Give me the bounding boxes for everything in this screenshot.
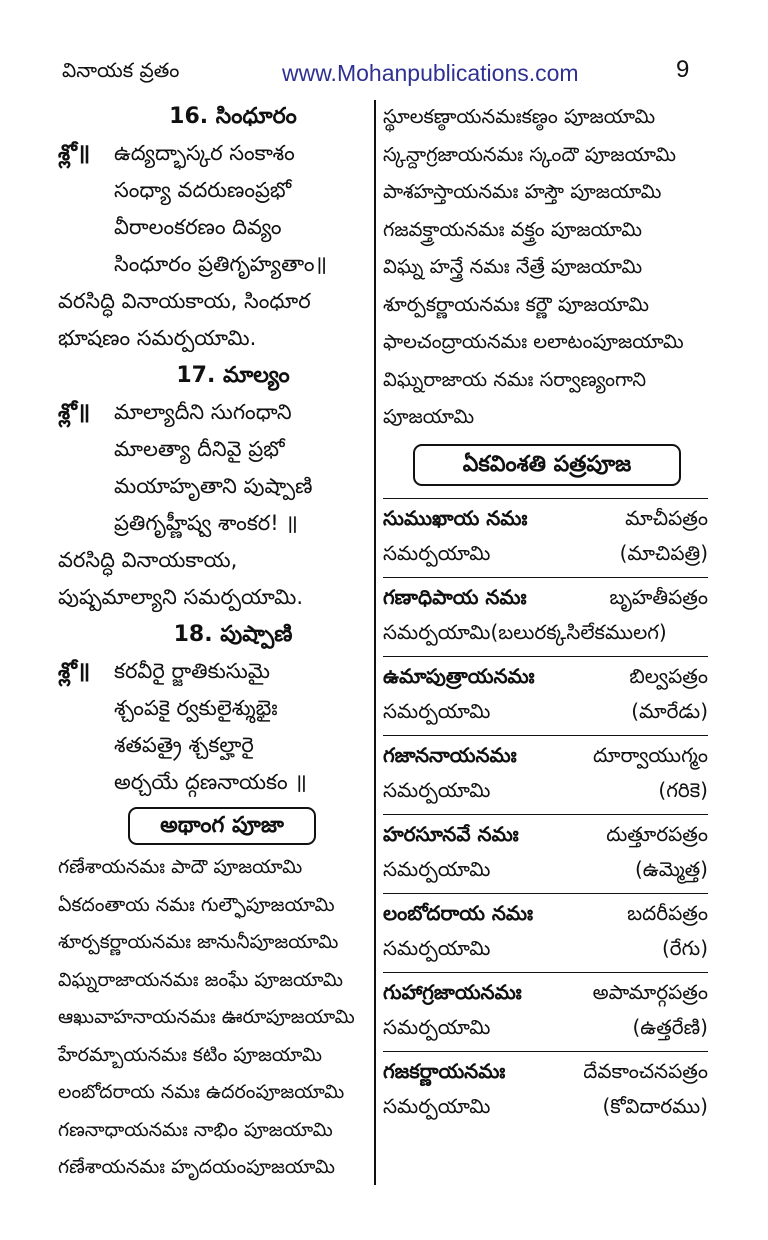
leaf-offer: సమర్పయామి <box>383 1014 491 1039</box>
anga-line: హేరమ్బాయనమః కటిం పూజయామి <box>58 1043 322 1066</box>
anga-line: శూర్పకర్ణాయనమః జానునీపూజయామి <box>58 931 339 953</box>
anga-line: లంబోదరాయ నమః ఉదరంపూజయామి <box>58 1081 345 1103</box>
leaf-entry <box>383 814 708 887</box>
prose-line: భూషణం సమర్పయామి. <box>58 326 257 350</box>
leaf-common-name: (రేగు) <box>661 935 708 960</box>
anga-line: స్థూలకణ్ఠాయనమఃకణ్ఠం పూజయామి <box>383 105 656 128</box>
section-16-title: 16. సింధూరం <box>169 104 297 129</box>
leaf-offer: సమర్పయామి <box>383 1093 491 1118</box>
leaf-mantra: గుహాగ్రజాయనమః <box>383 979 522 1004</box>
leaf-offer: సమర్పయామి <box>383 777 491 802</box>
leaf-offer: సమర్పయామి <box>383 698 491 723</box>
leaf-entry <box>383 656 708 729</box>
leaf-common-name: (గరికె) <box>658 777 708 802</box>
leaf-mantra: గజాననాయనమః <box>383 742 517 767</box>
patra-puja-heading: ఏకవింశతి పత్రపూజ <box>413 444 681 486</box>
sloka-mark: శ్లో॥ <box>58 141 91 166</box>
sloka-line: మాలత్యా దీనివై ప్రభో <box>114 437 285 461</box>
sloka-line: అర్చయే ద్గణనాయకం ॥ <box>114 770 307 794</box>
leaf-patra: మాచీపత్రం <box>625 505 708 530</box>
sloka-line: ఉద్యద్భాస్కర సంకాశం <box>114 141 295 165</box>
leaf-entry <box>383 1051 708 1124</box>
sloka-line: సంధ్యా వదరుణంప్రభో <box>114 178 292 202</box>
sloka-line: శతపత్రై శ్చకల్హారై <box>114 733 254 757</box>
sloka-mark: శ్లో॥ <box>58 400 91 425</box>
page-number: 9 <box>676 56 690 83</box>
section-17-title: 17. మాల్యం <box>176 363 290 388</box>
leaf-entry <box>383 972 708 1045</box>
anga-line: విఘ్నరాజాయ నమః సర్వాణ్యంగాని <box>383 367 647 391</box>
anga-line: గణనాధాయనమః నాభిం పూజయామి <box>58 1118 333 1141</box>
prose-line: వరసిద్ధి వినాయకాయ, సింధూర <box>58 289 311 313</box>
leaf-patra: దుత్తూరపత్రం <box>606 821 708 846</box>
anga-line: గణేశాయనమః పాదౌ పూజయామి <box>58 856 303 878</box>
sloka-line: సింధూరం ప్రతిగృహ్యతాం॥ <box>114 252 328 276</box>
sloka-line: మాల్యాదీని సుగంధాని <box>114 400 292 424</box>
leaf-common-name: (మాచిపత్రి) <box>619 540 708 565</box>
prose-line: పుష్పమాల్యాని సమర్పయామి. <box>58 585 304 609</box>
right-column <box>383 98 708 1130</box>
leaf-offer: సమర్పయామి <box>383 856 491 881</box>
section-16-sloka <box>58 135 368 283</box>
sloka-mark: శ్లో॥ <box>58 659 91 684</box>
section-16-offering <box>58 283 368 357</box>
sloka-line: కరవీరై ర్జాతికుసుమై <box>114 659 271 683</box>
anga-line: పూజయామి <box>383 405 475 428</box>
sloka-line: మయాహృతాని పుష్పాణి <box>114 474 313 498</box>
anga-line: విఘ్న హన్త్రే నమః నేత్రే పూజయామి <box>383 255 643 278</box>
patra-list <box>383 498 708 1124</box>
sloka-line: శ్చంపకై ర్వకులైశ్శుభైః <box>114 696 278 720</box>
leaf-offer: సమర్పయామి <box>383 540 491 565</box>
section-18-sloka <box>58 653 368 801</box>
leaf-patra: దూర్వాయుగ్మం <box>593 742 708 767</box>
sloka-line: ప్రతిగృహ్ణీష్వ శాంకర! ॥ <box>114 511 298 535</box>
anga-line: శూర్పకర్ణాయనమః కర్ణౌ పూజయామి <box>383 292 650 316</box>
anga-puja-heading: అథాంగ పూజా <box>128 807 316 845</box>
leaf-common-name: (మారేడు) <box>631 698 708 723</box>
anga-puja-list <box>58 849 368 1187</box>
leaf-patra: బృహతీపత్రం <box>609 584 708 609</box>
leaf-entry <box>383 893 708 966</box>
leaf-mantra: సుముఖాయ నమః <box>383 505 528 530</box>
leaf-entry <box>383 577 708 650</box>
anga-line: స్కన్దాగ్రజాయనమః స్కందౌ పూజయామి <box>383 142 676 166</box>
leaf-patra: దేవకాంచనపత్రం <box>583 1058 708 1083</box>
leaf-mantra: ఉమాపుత్రాయనమః <box>383 663 535 688</box>
section-17-offering <box>58 542 368 616</box>
anga-line: గజవక్త్రాయనమః వక్త్రం పూజయామి <box>383 217 643 241</box>
section-18-title: 18. పుష్పాణి <box>173 622 293 647</box>
leaf-mantra: హరసూనవే నమః <box>383 821 519 846</box>
leaf-mantra: గణాధిపాయ నమః <box>383 584 527 609</box>
anga-line: పాశహస్తాయనమః హస్తౌ పూజయామి <box>383 180 662 203</box>
anga-line: ఆఖువాహనాయనమః ఊరూపూజయామి <box>58 1006 355 1028</box>
left-column <box>58 98 368 1187</box>
leaf-patra: అపామార్గపత్రం <box>592 979 708 1004</box>
column-divider <box>374 100 376 1185</box>
leaf-offer: సమర్పయామి <box>383 935 491 960</box>
leaf-common-name: (ఉమ్మెత్త) <box>635 856 708 881</box>
website-link[interactable]: www.Mohanpublications.com <box>282 60 579 86</box>
leaf-mantra: లంబోదరాయ నమః <box>383 900 534 925</box>
leaf-patra: బదరీపత్రం <box>627 900 708 925</box>
sloka-line: వీరాలంకరణం దివ్యం <box>114 215 282 239</box>
anga-puja-continued <box>383 98 708 436</box>
leaf-common-name: (ఉత్తరేణి) <box>632 1014 708 1039</box>
anga-line: విఘ్నరాజాయనమః జంఘే పూజయామి <box>58 968 344 991</box>
leaf-entry <box>383 735 708 808</box>
leaf-patra: బిల్వపత్రం <box>629 663 708 688</box>
section-17-sloka <box>58 394 368 542</box>
anga-line: గణేశాయనమః హృదయంపూజయామి <box>58 1156 335 1178</box>
leaf-common-name: (కోవిదారము) <box>602 1093 708 1118</box>
prose-line: వరసిద్ధి వినాయకాయ, <box>58 548 238 572</box>
leaf-mantra: గజకర్ణాయనమః <box>383 1058 506 1083</box>
leaf-offer: సమర్పయామి(బలురక్కసిలేకములగ) <box>383 619 667 644</box>
anga-line: ఏకదంతాయ నమః గుల్ఫౌపూజయామి <box>58 893 335 916</box>
leaf-entry <box>383 498 708 571</box>
running-title: వినాయక వ్రతం <box>62 58 180 82</box>
anga-line: ఫాలచంద్రాయనమః లలాటంపూజయామి <box>383 330 684 353</box>
